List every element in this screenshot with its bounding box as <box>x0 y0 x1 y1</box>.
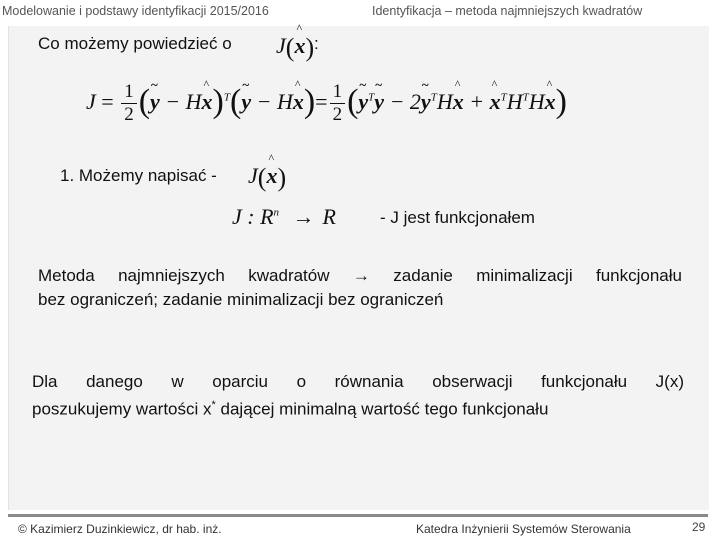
formula-equals-2: = <box>315 89 328 114</box>
question-text: Co możemy powiedzieć o <box>38 34 232 53</box>
paragraph1-line2: bez ograniczeń; zadanie minimalizacji bez ograniczeń <box>38 290 444 309</box>
footer-divider <box>8 514 708 517</box>
paragraph2-line2: poszukujemy wartości x* dającej minimalną wartość tego funkcjonału <box>32 399 549 419</box>
formula-fraction-2: $\frac{1}{2}$ <box>330 81 346 126</box>
point1-label: 1. Możemy napisać - <box>60 166 217 185</box>
question-colon: : <box>314 34 319 53</box>
footer-author: © Kazimierz Duzinkiewicz, dr hab. inż. <box>18 522 222 536</box>
footer-department: Katedra Inżynierii Systemów Sterowania <box>416 522 631 536</box>
paragraph1-line1: Metoda najmniejszych kwadratów → zadanie minimalizacji funkcjonału <box>38 266 682 285</box>
point1-note: - J jest funkcjonałem <box>380 208 535 227</box>
header-topic-title: Identyfikacja – metoda najmniejszych kwadratów <box>372 4 643 18</box>
question-formula: J(^ x) <box>276 30 314 60</box>
header-course-title: Modelowanie i podstawy identyfikacji 2015/2016 <box>2 4 269 18</box>
formula-lhs: J <box>86 89 96 114</box>
formula-equals-1: = <box>101 89 114 114</box>
formula-fraction-1: $\frac{1}{2}$ <box>121 81 137 126</box>
point1-formula: J(^ x) <box>248 160 286 190</box>
paragraph2-line1: Dla danego w oparciu o równania obserwacji funkcjonału J(x) <box>32 372 684 391</box>
page-number: 29 <box>692 520 706 534</box>
formula-cost-function: J = $\frac{1}{2}$ (~ y − H^ x)$^T$(~ y − H^ x)= $\frac{1}{2}$ (~ $y^T\sim$ y − 2~ $y^TH\^{}$ x + ^ $x^TH^TH\^{}$ x) <box>86 80 567 126</box>
mapping-formula: J : $R^n \to R$ <box>232 204 336 229</box>
